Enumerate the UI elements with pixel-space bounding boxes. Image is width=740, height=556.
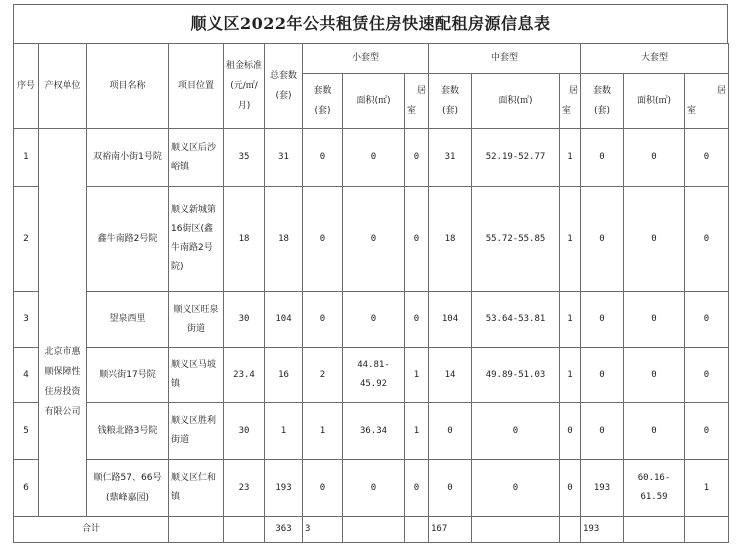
header-small: 小套型 <box>303 44 429 74</box>
header-large-count-line2: (套) <box>593 106 611 116</box>
row-medium-room: 0 <box>560 403 581 460</box>
row-small-area: 44.81-45.92 <box>343 348 405 403</box>
row-location: 顺义区后沙峪镇 <box>169 129 224 187</box>
row-small-count: 1 <box>303 403 343 460</box>
header-rent <box>224 44 265 129</box>
row-medium-area: 53.64-53.81 <box>472 292 560 348</box>
row-medium-count: 14 <box>429 348 472 403</box>
rental-info-table <box>13 43 729 543</box>
row-project: 顺兴街17号院 <box>87 348 169 403</box>
row-large-area: 0 <box>624 129 685 187</box>
header-total-line1: 总套数 <box>269 71 297 81</box>
header-large-count-line1: 套数 <box>592 86 611 96</box>
row-small-count: 2 <box>303 348 343 403</box>
row-small-area: 0 <box>343 460 405 517</box>
total-large-count: 193 <box>581 517 624 543</box>
header-medium-count-line2: (套) <box>441 106 459 116</box>
total-small-count: 3 <box>303 517 343 543</box>
row-large-count: 193 <box>581 460 624 517</box>
row-small-area: 0 <box>343 129 405 187</box>
row-large-area: 0 <box>624 187 685 292</box>
row-small-count: 0 <box>303 460 343 517</box>
header-small-count <box>303 74 343 129</box>
row-medium-room: 1 <box>560 187 581 292</box>
row-seq: 1 <box>14 129 39 187</box>
total-empty-rent <box>224 517 265 543</box>
row-project: 钱粮北路3号院 <box>87 403 169 460</box>
header-owner: 产权单位 <box>39 44 87 129</box>
owner-line1: 北京市惠 <box>44 346 81 357</box>
row-project: 望泉西里 <box>87 292 169 348</box>
header-medium-count <box>429 74 472 129</box>
row-medium-count: 104 <box>429 292 472 348</box>
row-small-room: 0 <box>405 187 429 292</box>
row-medium-room: 1 <box>560 292 581 348</box>
row-total: 193 <box>265 460 303 517</box>
header-rent-line3: 月) <box>237 101 251 111</box>
header-small-count-line1: 套数 <box>313 86 332 96</box>
header-large-count <box>581 74 624 129</box>
header-small-room <box>405 74 429 129</box>
row-medium-count: 18 <box>429 187 472 292</box>
owner-line4: 有限公司 <box>44 406 81 417</box>
header-project: 项目名称 <box>87 44 169 129</box>
header-small-count-line2: (套) <box>314 106 331 116</box>
row-medium-area: 52.19-52.77 <box>472 129 560 187</box>
row-total: 18 <box>265 187 303 292</box>
row-small-area: 36.34 <box>343 403 405 460</box>
total-empty-small-area <box>343 517 405 543</box>
row-medium-count: 0 <box>429 403 472 460</box>
total-row <box>14 517 729 543</box>
table-row <box>14 348 729 403</box>
row-total: 104 <box>265 292 303 348</box>
header-small-room-line1: 居 <box>416 86 426 96</box>
owner-line3: 住房投资 <box>44 386 81 397</box>
table-row <box>14 129 729 187</box>
header-rent-line2: (元/㎡/ <box>230 81 258 91</box>
row-large-room: 0 <box>685 129 729 187</box>
row-rent: 23 <box>224 460 265 517</box>
row-large-room: 1 <box>685 460 729 517</box>
row-rent: 18 <box>224 187 265 292</box>
row-large-count: 0 <box>581 129 624 187</box>
row-large-count: 0 <box>581 292 624 348</box>
table-row <box>14 187 729 292</box>
header-row-1 <box>14 44 729 74</box>
row-medium-area: 55.72-55.85 <box>472 187 560 292</box>
header-medium-area: 面积(㎡) <box>472 74 560 129</box>
header-medium-room-line1: 居 <box>568 86 578 96</box>
row-medium-area: 49.89-51.03 <box>472 348 560 403</box>
total-medium-count: 167 <box>429 517 472 543</box>
row-small-room: 1 <box>405 403 429 460</box>
header-medium: 中套型 <box>429 44 581 74</box>
row-small-room: 0 <box>405 460 429 517</box>
row-large-area: 0 <box>624 403 685 460</box>
total-empty-medium-room <box>560 517 581 543</box>
table-row <box>14 292 729 348</box>
header-large-room <box>685 74 729 129</box>
owner-line2: 顺保障性 <box>44 366 81 377</box>
row-large-count: 0 <box>581 403 624 460</box>
header-medium-count-line1: 套数 <box>440 86 459 96</box>
row-medium-area: 0 <box>472 403 560 460</box>
row-small-count: 0 <box>303 129 343 187</box>
row-large-area: 0 <box>624 348 685 403</box>
table-row <box>14 403 729 460</box>
row-project-line1: 顺仁路57、66号 <box>93 473 162 483</box>
row-medium-count: 0 <box>429 460 472 517</box>
row-location: 顺义新城第16街区(鑫牛南路2号院) <box>169 187 224 292</box>
row-medium-room: 1 <box>560 348 581 403</box>
row-rent: 30 <box>224 403 265 460</box>
total-label: 合计 <box>14 517 169 543</box>
row-location: 顺义区胜利街道 <box>169 403 224 460</box>
total-empty-large-area <box>624 517 685 543</box>
row-small-room: 1 <box>405 348 429 403</box>
row-location: 顺义区马坡镇 <box>169 348 224 403</box>
table-title: 顺义区2022年公共租赁住房快速配租房源信息表 <box>13 4 728 43</box>
total-empty-location <box>169 517 224 543</box>
row-medium-area: 0 <box>472 460 560 517</box>
row-seq: 4 <box>14 348 39 403</box>
row-project: 鑫牛南路2号院 <box>87 187 169 292</box>
total-sum: 363 <box>265 517 303 543</box>
rental-info-table-container <box>13 4 728 543</box>
row-large-area: 0 <box>624 292 685 348</box>
row-medium-room: 0 <box>560 460 581 517</box>
header-total <box>265 44 303 129</box>
header-large-room-line2: 室 <box>687 106 697 116</box>
row-small-room: 0 <box>405 129 429 187</box>
row-large-room: 0 <box>685 292 729 348</box>
row-project: 双裕南小街1号院 <box>87 129 169 187</box>
row-small-room: 0 <box>405 292 429 348</box>
row-total: 1 <box>265 403 303 460</box>
row-large-count: 0 <box>581 187 624 292</box>
row-small-count: 0 <box>303 187 343 292</box>
row-small-count: 0 <box>303 292 343 348</box>
header-small-area: 面积(㎡) <box>343 74 405 129</box>
header-medium-room-line2: 室 <box>562 106 572 116</box>
total-empty-large-room <box>685 517 729 543</box>
row-seq: 6 <box>14 460 39 517</box>
header-rent-line1: 租金标准 <box>226 61 263 71</box>
row-project <box>87 460 169 517</box>
header-location: 项目位置 <box>169 44 224 129</box>
row-location: 顺义区旺泉街道 <box>169 292 224 348</box>
header-large: 大套型 <box>581 44 729 74</box>
row-large-area: 60.16-61.59 <box>624 460 685 517</box>
row-seq: 2 <box>14 187 39 292</box>
row-seq: 5 <box>14 403 39 460</box>
row-medium-count: 31 <box>429 129 472 187</box>
row-rent: 23.4 <box>224 348 265 403</box>
row-medium-room: 1 <box>560 129 581 187</box>
header-small-room-line2: 室 <box>407 106 417 116</box>
row-large-count: 0 <box>581 348 624 403</box>
row-large-room: 0 <box>685 403 729 460</box>
total-empty-small-room <box>405 517 429 543</box>
row-location: 顺义区仁和镇 <box>169 460 224 517</box>
total-empty-medium-area <box>472 517 560 543</box>
row-large-room: 0 <box>685 348 729 403</box>
header-medium-room <box>560 74 581 129</box>
table-row <box>14 460 729 517</box>
row-rent: 30 <box>224 292 265 348</box>
owner-cell <box>39 129 87 517</box>
row-rent: 35 <box>224 129 265 187</box>
row-seq: 3 <box>14 292 39 348</box>
row-large-room: 0 <box>685 187 729 292</box>
row-project-line2: (鼎峰嘉园) <box>105 493 150 503</box>
header-seq: 序号 <box>14 44 39 129</box>
row-small-area: 0 <box>343 292 405 348</box>
row-total: 31 <box>265 129 303 187</box>
header-large-area: 面积(㎡) <box>624 74 685 129</box>
row-total: 16 <box>265 348 303 403</box>
header-total-line2: (套) <box>275 91 292 101</box>
header-large-room-line1: 居 <box>716 86 726 96</box>
row-small-area: 0 <box>343 187 405 292</box>
